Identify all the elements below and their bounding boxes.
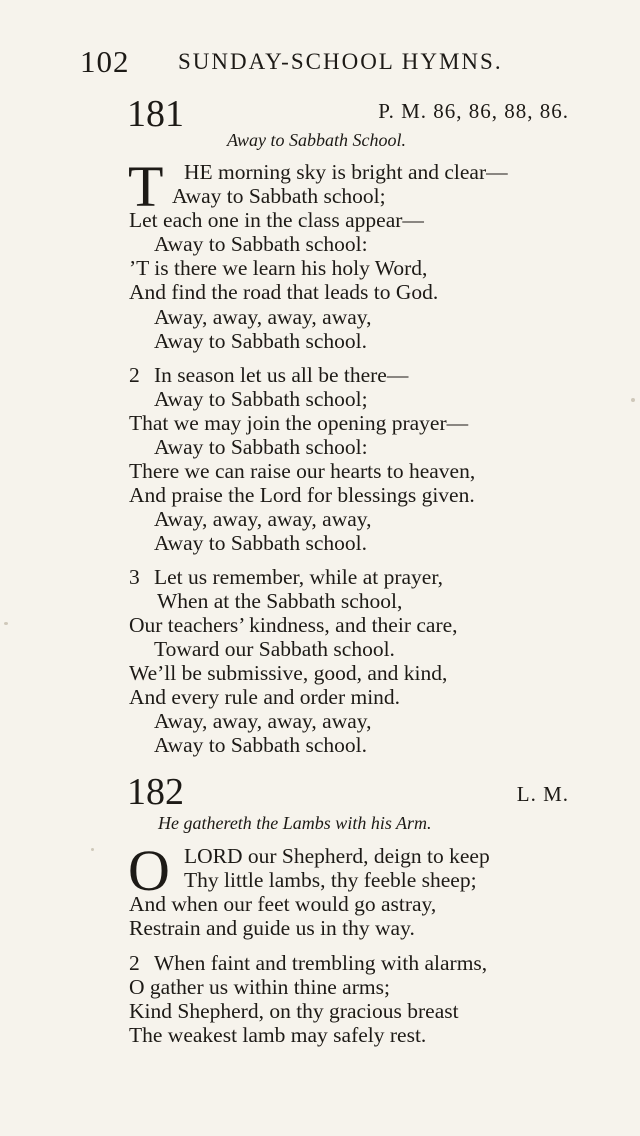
verse-line: Kind Shepherd, on thy gracious breast (129, 999, 459, 1023)
verse-line: The weakest lamb may safely rest. (129, 1023, 427, 1047)
verse-line: Away to Sabbath school: (154, 435, 368, 459)
verse-line: And every rule and order mind. (129, 685, 401, 709)
hymn-number-181: 181 (127, 93, 184, 135)
verse-line: Thy little lambs, thy feeble sheep; (184, 868, 477, 892)
verse-line: Toward our Sabbath school. (154, 637, 395, 661)
verse-line: Restrain and guide us in thy way. (129, 916, 415, 940)
verse-line: Away to Sabbath school. (154, 531, 367, 555)
verse-line: Away, away, away, away, (154, 709, 372, 733)
running-head (80, 44, 580, 78)
verse-line: Our teachers’ kindness, and their care, (129, 613, 458, 637)
verse-line: That we may join the opening prayer— (129, 411, 469, 435)
verse-line: There we can raise our hearts to heaven, (129, 459, 476, 483)
verse-line: Away to Sabbath school; (172, 184, 386, 208)
hymn-meter-182: L. M. (516, 782, 569, 806)
verse-line: Away to Sabbath school. (154, 733, 367, 757)
stanza-number: 2 (129, 951, 140, 975)
verse-line: Away to Sabbath school. (154, 329, 367, 353)
verse-line: Let each one in the class appear— (129, 208, 424, 232)
drop-cap: T (128, 154, 164, 219)
verse-line: We’ll be submissive, good, and kind, (129, 661, 448, 685)
page-number: 102 (80, 44, 130, 79)
hymn-meter-181: P. M. 86, 86, 88, 86. (378, 99, 569, 123)
hymn-subtitle-182: He gathereth the Lambs with his Arm. (158, 813, 432, 833)
verse-line: And praise the Lord for blessings given. (129, 483, 475, 507)
drop-cap: O (128, 838, 170, 903)
verse-line: In season let us all be there— (154, 363, 409, 387)
hymn-subtitle-181: Away to Sabbath School. (227, 130, 406, 150)
verse-line: Let us remember, while at prayer, (154, 565, 444, 589)
verse-line: HE morning sky is bright and clear— (184, 160, 508, 184)
running-title: SUNDAY-SCHOOL HYMNS. (178, 49, 503, 74)
verse-line: When faint and trembling with alarms, (154, 951, 488, 975)
verse-line: Away to Sabbath school: (154, 232, 368, 256)
verse-line: Away, away, away, away, (154, 507, 372, 531)
verse-line: And find the road that leads to God. (129, 280, 439, 304)
stanza-number: 3 (129, 565, 140, 589)
verse-line: LORD our Shepherd, deign to keep (184, 844, 490, 868)
verse-line: ’T is there we learn his holy Word, (129, 256, 428, 280)
verse-line: O gather us within thine arms; (129, 975, 390, 999)
paper-speck (91, 848, 94, 851)
verse-line: And when our feet would go astray, (129, 892, 437, 916)
paper-speck (631, 398, 635, 402)
hymn-number-182: 182 (127, 771, 184, 813)
verse-line: Away, away, away, away, (154, 305, 372, 329)
stanza-number: 2 (129, 363, 140, 387)
verse-line: Away to Sabbath school; (154, 387, 368, 411)
paper-speck (4, 622, 8, 625)
verse-line: When at the Sabbath school, (157, 589, 403, 613)
